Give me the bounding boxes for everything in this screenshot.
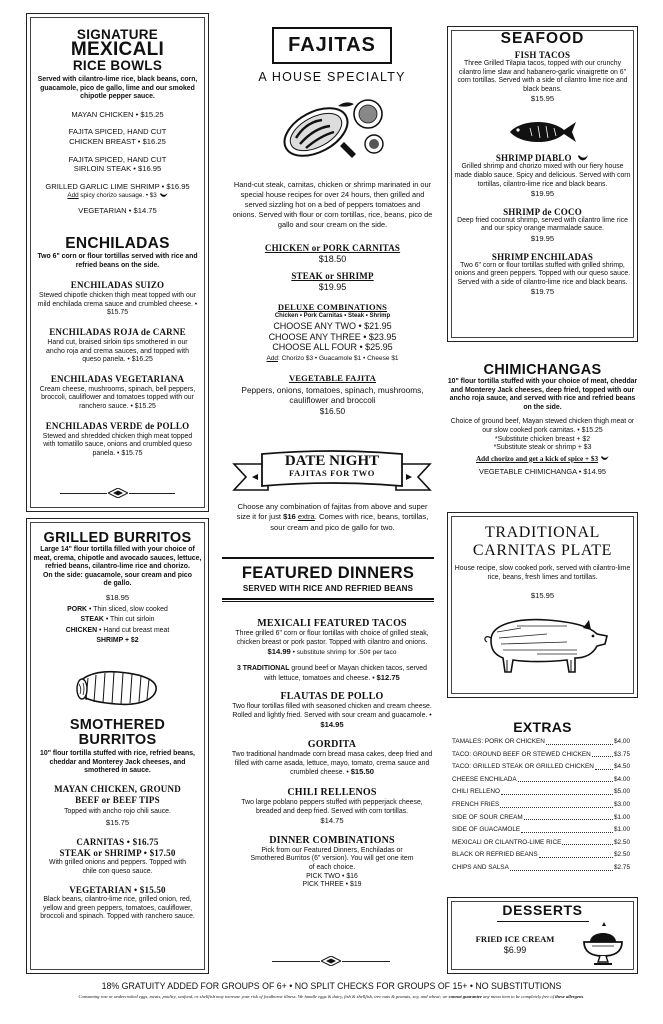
chili-pepper-icon (577, 154, 589, 163)
seafood-section (452, 30, 633, 104)
extras-row (452, 736, 630, 749)
chimichangas-add (446, 455, 639, 465)
extras-item-name: TACO: GROUND BEEF OR STEWED CHICKEN (452, 750, 591, 758)
grilled-burritos-section (31, 530, 204, 646)
date-night-title: DATE NIGHT (284, 453, 380, 469)
featured-flautas-text: Two flour tortillas filled with seasoned chicken and cream cheese. Rolled and lightly fried. Served with sour cream and guacamole. • (232, 703, 432, 719)
burrito-option-shrimp: SHRIMP + $2 (96, 637, 139, 645)
chili-pepper-icon (159, 192, 168, 199)
chimichangas-sub-chicken: *Substitute chicken breast + $2 (494, 435, 591, 443)
featured-rule-top (222, 557, 434, 559)
burrito-option-steak (31, 616, 204, 625)
shrimp-enchiladas-price: $19.75 (530, 287, 555, 297)
footer-disclaimer-e: . (583, 994, 585, 999)
fajitas-title: FAJITAS (288, 34, 376, 56)
extras-item-name: CHEESE ENCHILADA (452, 775, 517, 783)
footer-policy: 18% GRATUITY ADDED FOR GROUPS OF 6+ • NO SPLIT CHECKS FOR GROUPS OF 15+ • NO SUBSTITUTIONS (101, 981, 562, 991)
fajitas-deluxe-list: Chicken • Pork Carnitas • Steak • Shrimp (274, 313, 391, 319)
carnitas-plate-title-1: TRADITIONAL (484, 524, 601, 541)
featured-tacos-desc: Three grilled 6" corn or flour tortillas with choice of grilled steak, chicken breast or pork pastor. Topped with cilantro and onions. (235, 630, 429, 646)
extras-item-price: $2.75 (614, 863, 630, 871)
extras-item-name: FRENCH FRIES (452, 800, 500, 808)
featured-flautas-desc (226, 703, 438, 730)
desserts-title: DESSERTS (502, 902, 583, 918)
featured-tacos-price: $14.99 (267, 647, 291, 657)
enchiladas-veg-name: ENCHILADAS VEGETARIANA (50, 373, 185, 384)
rice-bowls-intro: Served with cilantro-lime rice, black beans, corn, guacamole, pico de gallo, lime and our smoked chipotle pepper sauce. (37, 76, 198, 101)
featured-pick-three: PICK THREE • $19 (302, 881, 362, 889)
featured-gordita-desc (226, 751, 438, 778)
shrimp-coco-desc: Deep fried coconut shrimp, served with cilantro lime rice and our spicy orange marmalade sauce. (457, 216, 628, 233)
footer-disclaimer-b: cannot guarantee (448, 994, 482, 999)
bowl-item-steak-a: FAJITA SPICED, HAND CUT (68, 154, 167, 164)
bowl-addon (31, 191, 204, 200)
extras-row (452, 824, 630, 837)
extras-item-price: $3.75 (614, 750, 630, 758)
bowl-item-chicken-a: FAJITA SPICED, HAND CUT (68, 127, 167, 137)
footer-disclaimer-a: Consuming raw or undercooked eggs, meats, poultry, seafood, or shellfish may increase your risk of foodborne illness. We handle eggs & dairy, fish & shellfish, tree nuts & peanuts, soy, and wheat; we (78, 994, 449, 999)
featured-tacos-price-line (226, 647, 438, 657)
featured-rule-bottom (222, 598, 434, 600)
date-night-desc (236, 502, 429, 533)
rice-bowls-section (31, 28, 204, 216)
featured-dinners-subtitle: SERVED WITH RICE AND REFRIED BEANS (242, 584, 414, 593)
featured-flautas-name: FLAUTAS DE POLLO (280, 691, 384, 703)
smothered-mayan-price: $15.75 (105, 818, 130, 828)
fish-tacos-price: $15.95 (530, 94, 555, 104)
date-night-desc-a: Choose any combination of fajitas from above and super size it for just (236, 502, 428, 522)
rice-bowls-title-3: RICE BOWLS (72, 58, 163, 73)
enchiladas-verde-desc: Stewed and shredded chicken thigh meat topped with tomatillo sauce, onions and crumbled queso panela. • $15.75 (42, 432, 193, 457)
bowl-addon-text: spicy chorizo sausage. • $3 (78, 192, 157, 200)
enchiladas-verde-name: ENCHILADAS VERDE de POLLO (45, 420, 190, 431)
chimichangas-sub-steak: *Substitute steak or shrimp + $3 (493, 444, 592, 452)
enchiladas-suizo-name: ENCHILADAS SUIZO (70, 280, 165, 291)
fajitas-vegetable-desc: Peppers, onions, tomatoes, spinach, mushrooms, cauliflower and broccoli (241, 384, 424, 405)
grilled-burritos-price: $18.95 (105, 592, 130, 602)
smothered-title-1: SMOTHERED (69, 717, 166, 733)
bowl-addon-label: Add (67, 192, 79, 200)
fajitas-chicken-pork: CHICKEN or PORK CARNITAS (264, 243, 401, 253)
featured-chili-desc: Two large poblano peppers stuffed with pepperjack cheese, breaded and deep fried. Served with corn tortillas. (241, 798, 423, 815)
featured-flautas-price: $14.95 (320, 719, 344, 729)
featured-traditional-desc: ground beef or Mayan chicken tacos, served with lettuce, tomatoes and cheese. • (264, 665, 427, 682)
extras-row (452, 774, 630, 787)
fajitas-vegetable-price: $16.50 (319, 405, 346, 416)
burrito-steak-label: STEAK (80, 616, 104, 624)
extras-item-name: SIDE OF SOUR CREAM (452, 813, 523, 821)
enchiladas-section (31, 235, 204, 458)
chimichangas-section (446, 362, 639, 477)
featured-traditional-label: 3 TRADITIONAL (237, 665, 290, 673)
burrito-option-chicken (31, 627, 204, 636)
fish-tacos-name: FISH TACOS (514, 50, 571, 60)
extras-row (452, 786, 630, 799)
extras-item-price: $3.00 (614, 800, 630, 808)
fajitas-intro: Hand-cut steak, carnitas, chicken or shrimp marinated in our special house recipes for over 24 hours, then grilled and served sizzling hot on a bed of peppers tomatoes and onions. Served with flour or corn tortillas, rice, beans, pico de gallo and sour cream on the side. (232, 180, 433, 229)
date-night-price: $16 (283, 512, 296, 522)
fajitas-vegetable: VEGETABLE FAJITA (288, 372, 377, 383)
shrimp-coco-price: $19.95 (530, 234, 555, 243)
extras-row (452, 837, 630, 850)
extras-item-price: $4.00 (614, 775, 630, 783)
seafood-title: SEAFOOD (500, 30, 585, 47)
grilled-burritos-side: On the side: guacamole, sour cream and pico de gallo. (43, 571, 192, 588)
carnitas-plate-section (452, 524, 633, 601)
extras-item-name: MEXICALI OR CILANTRO-LIME RICE (452, 838, 562, 846)
shrimp-coco-name: SHRIMP de COCO (503, 206, 582, 217)
enchiladas-roja-name: ENCHILADAS ROJA de CARNE (49, 326, 186, 337)
extras-item-price: $4.50 (614, 763, 630, 771)
fried-ice-cream-name: FRIED ICE CREAM (475, 934, 555, 944)
featured-divider (272, 956, 390, 966)
burrito-option-pork (31, 606, 204, 615)
featured-gordita-text: Two traditional handmade corn bread masa cakes, deep fried and filled with carne asada, lettuce, mayo, tomato, crema sauce and crumbled cheese. • (231, 751, 433, 777)
shrimp-diablo-name (452, 153, 633, 163)
extras-item-price: $1.00 (614, 826, 630, 834)
smothered-carnitas: CARNITAS • $16.75 (76, 836, 159, 847)
bowl-item-steak-b: SIRLOIN STEAK • $16.95 (73, 164, 162, 174)
fried-ice-cream-price: $6.99 (503, 945, 527, 955)
fajita-skillet-illustration-icon (276, 92, 392, 168)
fajitas-deluxe: DELUXE COMBINATIONS (277, 302, 388, 312)
featured-chili-name: CHILI RELLENOS (287, 786, 377, 798)
extras-item-name: SIDE OF GUACAMOLE (452, 826, 521, 834)
fajitas-choose-two: CHOOSE ANY TWO • $21.95 (273, 321, 392, 331)
bowl-item-chicken-b: CHICKEN BREAST • $16.25 (69, 136, 166, 146)
burrito-pork-label: PORK (67, 605, 88, 613)
featured-traditional-price: $12.75 (376, 672, 400, 682)
shrimp-enchiladas-desc: Two 6" corn or flour tortillas stuffed with grilled shrimp, onions and green peppers. Topped with our queso sauce. Served with a side of cilantro-lime rice and black beans. (454, 261, 631, 286)
diamond-ornament-icon (320, 956, 342, 966)
smothered-mayan-name-1: MAYAN CHICKEN, GROUND (54, 783, 181, 794)
shrimp-diablo-price: $19.95 (530, 189, 555, 199)
burrito-chicken-desc: • Hand cut breast meat (97, 626, 170, 634)
enchiladas-intro: Two 6" corn or flour tortillas served with rice and refried beans on the side. (37, 253, 198, 269)
shrimp-diablo-label: SHRIMP DIABLO (495, 153, 572, 163)
extras-title: EXTRAS (513, 719, 572, 735)
extras-item-price: $1.00 (614, 813, 630, 821)
enchiladas-title: ENCHILADAS (65, 235, 170, 252)
fajitas-chicken-pork-price: $18.50 (318, 254, 347, 264)
extras-item-name: TACO: GRILLED STEAK OR GRILLED CHICKEN (452, 763, 594, 771)
smothered-veg: VEGETARIAN • $15.50 (69, 885, 166, 896)
fajitas-title-box (272, 27, 392, 64)
featured-combo-desc: Pick from our Featured Dinners, Enchiladas or Smothered Burritos (6" version). You will get one item of each choice. (250, 846, 414, 871)
carnitas-plate-desc: House recipe, slow cooked pork, served with cilantro-lime rice, beans, fresh limes and tortillas. (454, 565, 631, 581)
extras-list (452, 736, 630, 875)
extras-row (452, 849, 630, 862)
featured-rule-bottom-2 (222, 601, 434, 602)
carnitas-plate-price: $15.95 (530, 591, 555, 601)
extras-item-name: BLACK OR REFRIED BEANS (452, 851, 538, 859)
extras-item-price: $2.50 (614, 838, 630, 846)
extras-row (452, 761, 630, 774)
date-night-extra: extra (297, 512, 315, 522)
featured-dinners-title: FEATURED DINNERS (241, 564, 415, 582)
chimichangas-intro: 10" flour tortilla stuffed with your choice of meat, cheddar and Monterey Jack cheeses, deep fried, topped with our ancho roja sauce, and served with rice and refried beans on the side. (447, 378, 638, 411)
ice-cream-bowl-icon (580, 922, 626, 966)
chimichangas-title: CHIMICHANGAS (483, 362, 602, 378)
bowl-item-vegetarian: VEGETARIAN • $14.75 (78, 206, 157, 216)
extras-item-name: CHILI RELLENO (452, 788, 500, 796)
smothered-veg-desc: Black beans, cilantro-lime rice, grilled onion, red, yellow and green peppers, tomatoes, cauliflower, broccoli and spinach. Topped with ranchero sauce. (40, 896, 195, 921)
rice-bowls-title-2: MEXICALI (70, 39, 165, 60)
burrito-steak-desc: • Thin cut sirloin (103, 616, 155, 624)
bowl-item-mayan: MAYAN CHICKEN • $15.25 (71, 109, 164, 119)
footer-disclaimer-c: any menu item to be completely free of (481, 994, 556, 999)
fajitas-subtitle: A HOUSE SPECIALTY (258, 70, 406, 84)
smothered-mayan-name-2: BEEF or BEEF TIPS (75, 794, 160, 805)
extras-row (452, 799, 630, 812)
grilled-burritos-title: GRILLED BURRITOS (43, 530, 192, 546)
smothered-steak-shrimp: STEAK or SHRIMP • $17.50 (59, 847, 176, 858)
featured-tacos-sub: • substitute shrimp for .50¢ per taco (290, 649, 397, 657)
fajitas-choose-four: CHOOSE ALL FOUR • $25.95 (272, 342, 393, 352)
extras-item-price: $5.00 (614, 788, 630, 796)
date-night-subtitle: FAJITAS FOR TWO (289, 468, 375, 478)
fajitas-steak-shrimp: STEAK or SHRIMP (291, 271, 374, 281)
rice-bowls-title-1: SIGNATURE (76, 27, 159, 42)
extras-row (452, 749, 630, 762)
featured-pick-two: PICK TWO • $16 (306, 872, 358, 880)
chimichangas-add-text: Add chorizo and get a kick of spice + $3 (475, 454, 599, 463)
chimichangas-vegetable: VEGETABLE CHIMICHANGA • $14.95 (479, 467, 606, 477)
date-night-desc-b: . Comes with rice, beans, tortillas, sour cream and pico de gallo for two. (270, 512, 429, 532)
extras-item-name: CHIPS AND SALSA (452, 863, 509, 871)
extras-item-price: $2.50 (614, 851, 630, 859)
desserts-title-rule (497, 921, 589, 922)
fajitas-section (230, 180, 435, 417)
bowl-item-shrimp: GRILLED GARLIC LIME SHRIMP • $16.95 (45, 181, 190, 191)
enchiladas-divider (60, 488, 175, 498)
fajitas-choose-three: CHOOSE ANY THREE • $23.95 (268, 331, 397, 342)
featured-gordita-price: $15.50 (350, 767, 374, 777)
fish-illustration-icon (506, 118, 578, 146)
fajitas-add-label: Add (266, 354, 279, 362)
featured-chili-price: $14.75 (320, 816, 344, 826)
featured-tacos-name: MEXICALI FEATURED TACOS (257, 618, 407, 629)
shrimp-enchiladas-name: SHRIMP ENCHILADAS (491, 251, 594, 262)
pig-illustration-icon (477, 612, 611, 676)
burrito-pork-desc: • Thin sliced, slow cooked (87, 605, 168, 613)
featured-traditional (226, 665, 438, 683)
enchiladas-roja-desc: Hand cut, braised sirloin tips smothered in our ancho roja and crema sauces, and topped with queso panela. • $16.25 (46, 338, 189, 364)
extras-row (452, 862, 630, 875)
chimichangas-choice: Choice of ground beef, Mayan stewed chicken thigh meat or our slow cooked pork carnitas. • $15.25 (450, 418, 635, 434)
carnitas-plate-title-2: CARNITAS PLATE (472, 542, 613, 559)
fajitas-add-text: : Chorizo $3 • Guacamole $1 • Cheese $1 (278, 354, 399, 362)
burrito-chicken-label: CHICKEN (65, 626, 98, 634)
extras-item-name: TAMALES: PORK OR CHICKEN (452, 738, 545, 745)
featured-gordita-name: GORDITA (307, 739, 357, 751)
smothered-intro: 10" flour tortilla stuffed with rice, refried beans, cheddar and Monterey Jack cheeses, and smothered in sauce. (40, 750, 195, 775)
smothered-mayan-desc: Topped with ancho rojo chili sauce. (64, 807, 171, 815)
smothered-title-2: BURRITOS (78, 732, 157, 748)
enchiladas-suizo-desc: Stewed chipotle chicken thigh meat topped with our mild enchilada crema sauce and crumbled cheese. • $15.75 (37, 292, 198, 317)
extras-item-price: $4.00 (614, 738, 630, 745)
seafood-section-2 (452, 153, 633, 297)
chili-pepper-icon (600, 455, 609, 462)
fajitas-add-ons (230, 353, 435, 364)
fish-tacos-desc: Three Grilled Tilapia tacos, topped with our crunchy cilantro lime slaw and habanero-garlic vinaigrette on 6" corn tortillas. Served with a side of cilantro lime rice and black beans. (457, 60, 628, 93)
smothered-carnitas-desc: With grilled onions and peppers. Topped with chile con queso sauce. (48, 858, 186, 875)
footer-disclaimer (14, 993, 649, 1000)
shrimp-diablo-desc: Grilled shrimp and chorizo mixed with our fiery house made diablo sauce. Spicy and delicious. Served with corn tortillas, cilantro-lime rice and black beans. (454, 163, 631, 188)
footer-disclaimer-d: these allergens (555, 994, 584, 999)
featured-dinners-section (226, 618, 438, 890)
fajitas-steak-shrimp-price: $19.95 (318, 282, 347, 292)
enchiladas-veg-desc: Cream cheese, mushrooms, spinach, bell peppers, broccoli, cauliflower and tomatoes topped with our ranchero sauce. • $15.25 (39, 385, 196, 410)
extras-row (452, 812, 630, 825)
diamond-ornament-icon (107, 488, 129, 498)
grilled-burritos-intro: Large 14" flour tortilla filled with your choice of meat, crema, chipotle and avocado sauces, lettuce, refried beans, cilantro-lime rice and chorizo. (33, 546, 202, 571)
burrito-illustration-icon (72, 666, 162, 710)
smothered-burritos-section (31, 718, 204, 922)
featured-combo-name: DINNER COMBINATIONS (269, 834, 395, 846)
